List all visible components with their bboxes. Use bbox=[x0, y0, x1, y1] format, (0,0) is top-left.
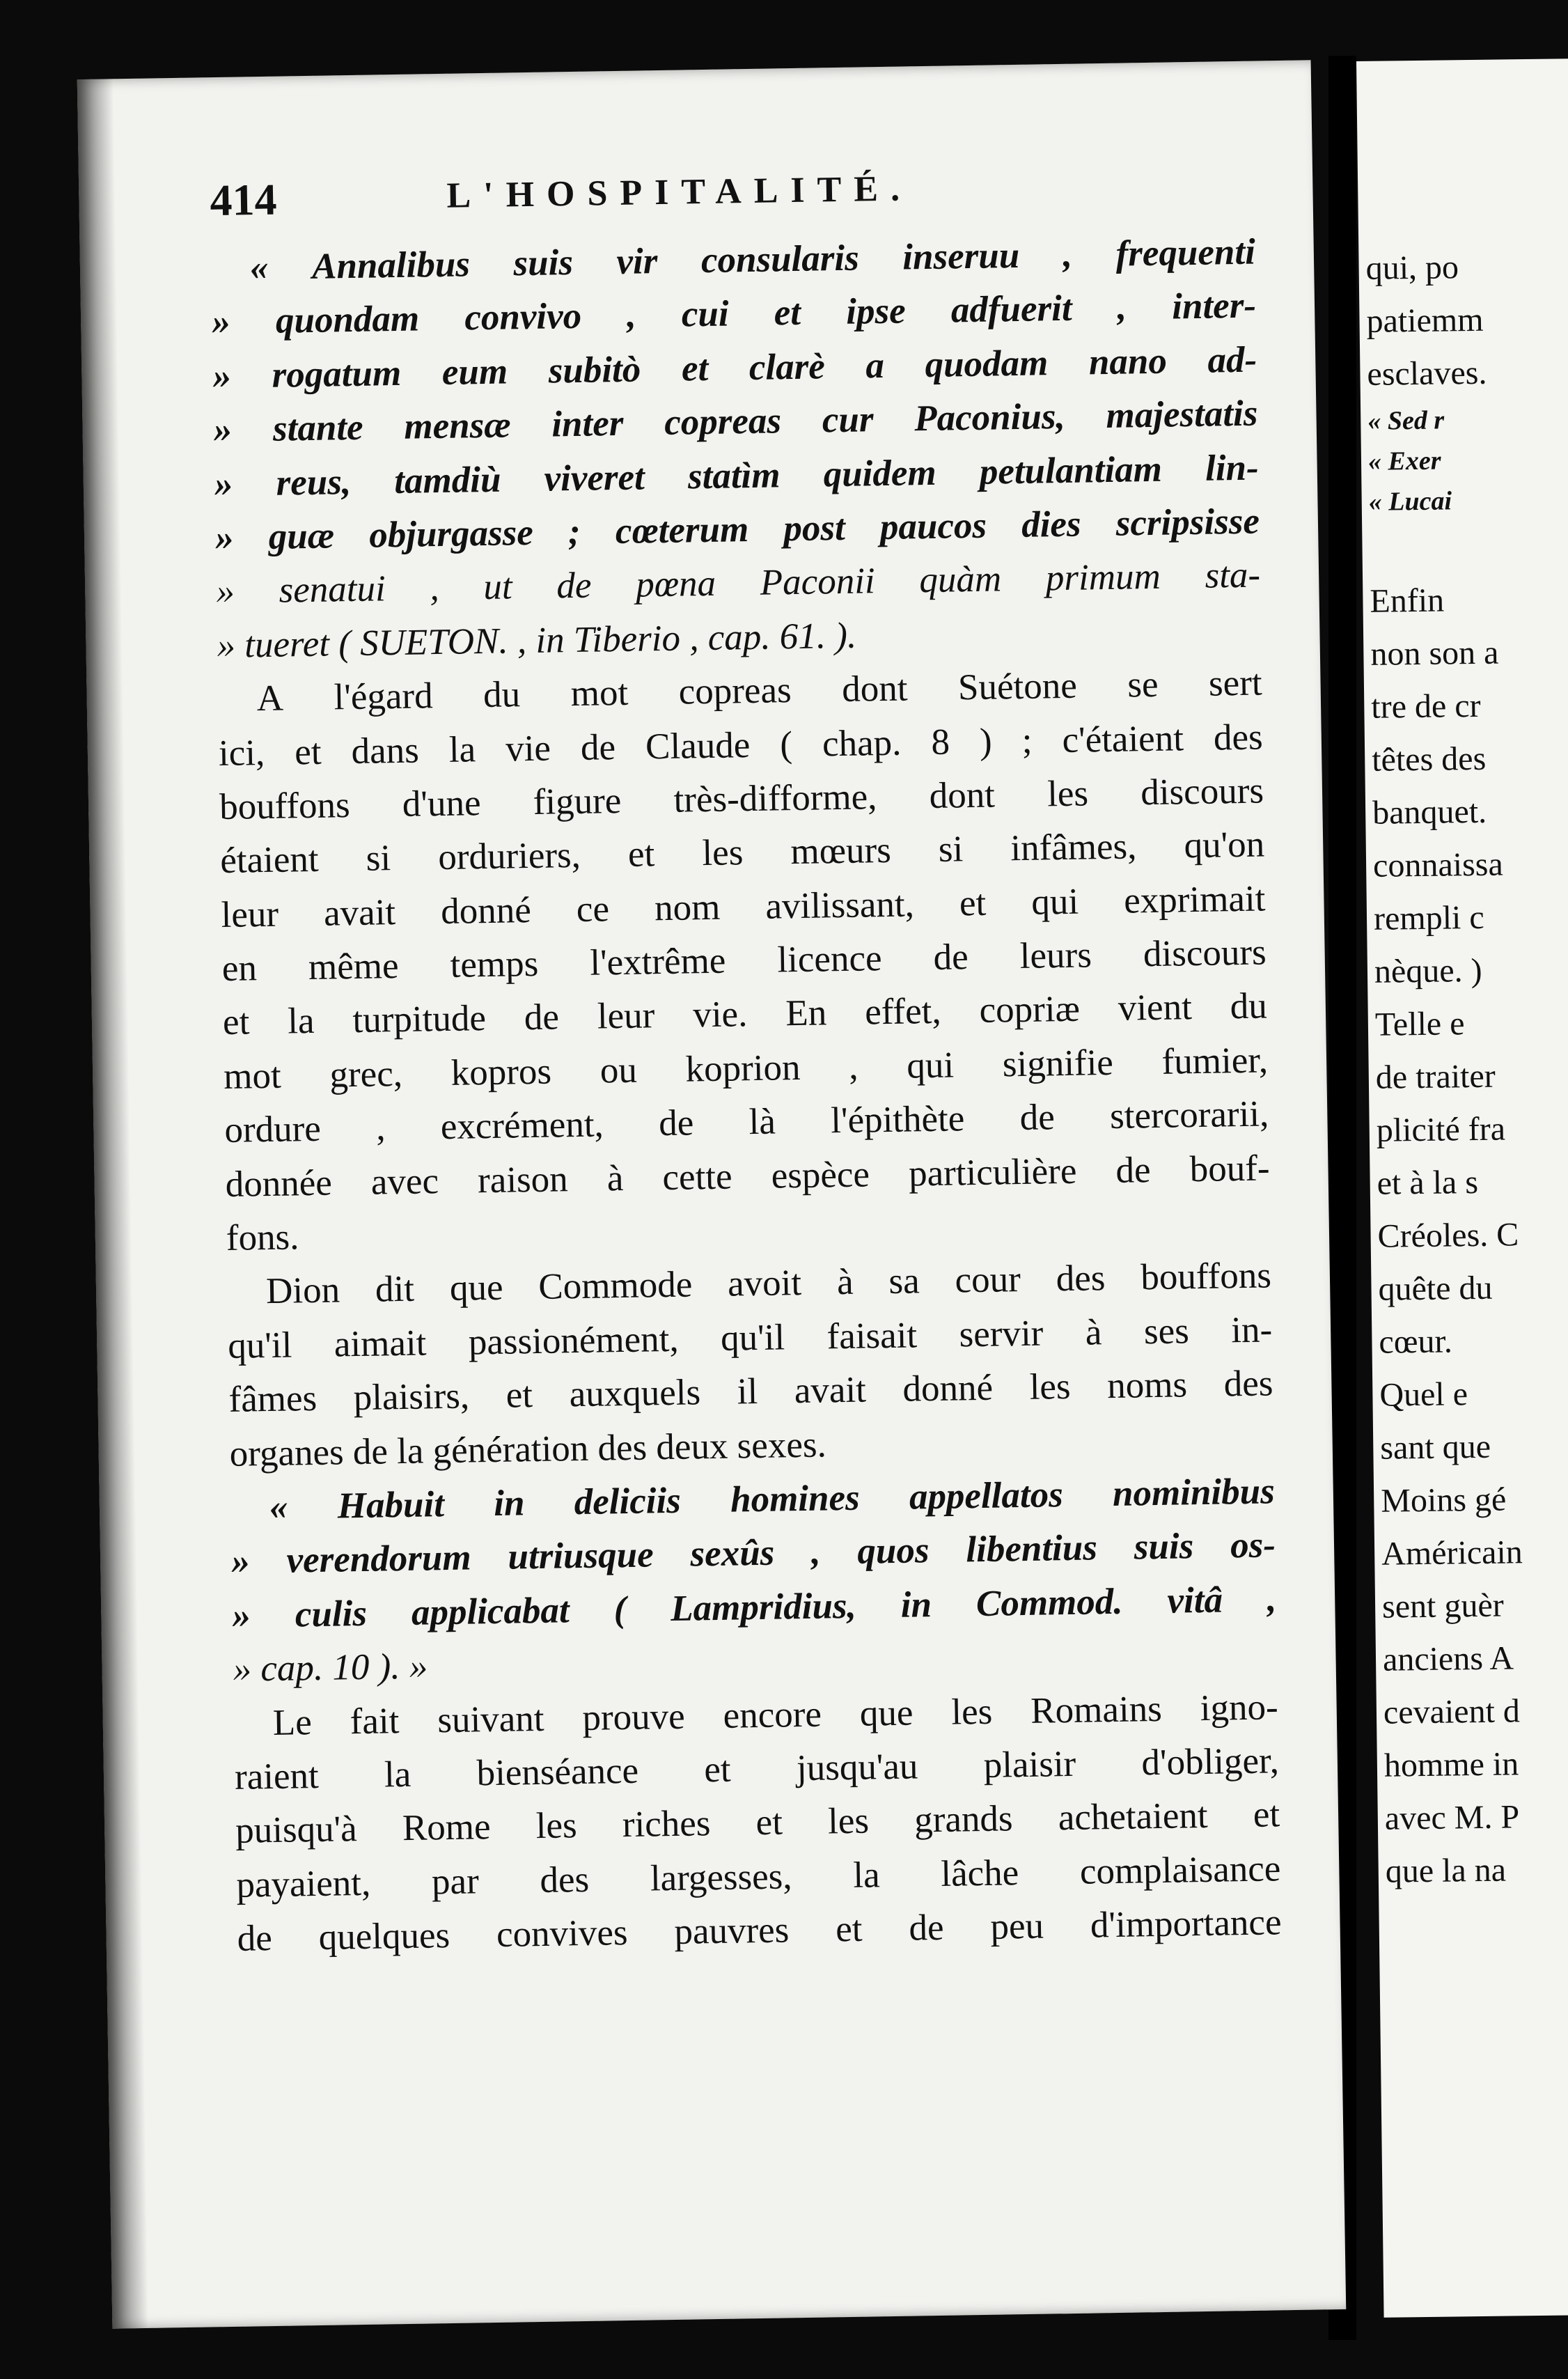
text-line: étaient si orduriers, et les mœurs si infâmes, qu'on bbox=[219, 824, 1265, 882]
text-line: patiemm bbox=[1366, 301, 1484, 340]
text-line: mot grec, kopros ou koprion , qui signifie fumier, bbox=[223, 1040, 1269, 1097]
text-line: « Habuit in deliciis homines appellatos nominibus bbox=[269, 1471, 1276, 1528]
text-line: » reus, tamdiù viveret statìm quidem petulantiam lin- bbox=[214, 447, 1260, 504]
text-line: Telle e bbox=[1374, 1005, 1465, 1043]
text-line: et à la s bbox=[1377, 1163, 1479, 1202]
text-line: que la na bbox=[1385, 1851, 1507, 1890]
text-line: Quel e bbox=[1379, 1375, 1468, 1414]
text-line: Enfin bbox=[1370, 582, 1445, 620]
text-line: « Annalibus suis vir consularis inseruu , frequenti bbox=[249, 231, 1256, 288]
left-page bbox=[77, 60, 1347, 2328]
text-line: ordure , excrément, de là l'épithète de stercorarii, bbox=[224, 1093, 1269, 1151]
text-line: Américain bbox=[1381, 1534, 1523, 1573]
text-line: nèque. ) bbox=[1374, 951, 1482, 990]
text-line: qui, po bbox=[1365, 249, 1459, 287]
running-title: L'HOSPITALITÉ. bbox=[446, 169, 913, 216]
text-line: A l'égard du mot copreas dont Suétone se sert bbox=[256, 662, 1263, 719]
text-line: têtes des bbox=[1371, 740, 1487, 779]
text-line: quête du bbox=[1378, 1269, 1493, 1308]
text-line: connaissa bbox=[1372, 845, 1504, 884]
text-line: » rogatum eum subitò et clarè a quodam nano ad- bbox=[212, 339, 1257, 396]
text-line: tre de cr bbox=[1371, 687, 1481, 726]
text-line: « Lucai bbox=[1368, 486, 1452, 517]
text-line: sent guèr bbox=[1381, 1586, 1505, 1625]
text-line: bouffons d'une figure très-difforme, dont les discours bbox=[219, 770, 1264, 827]
text-line: Le fait suivant prouve encore que les Romains igno- bbox=[272, 1686, 1279, 1743]
page-number: 414 bbox=[209, 174, 278, 226]
text-line: payaient, par des largesses, la lâche complaisance bbox=[236, 1848, 1281, 1905]
text-line: Dion dit que Commode avoit à sa cour des bouffons bbox=[265, 1255, 1272, 1312]
text-line bbox=[1369, 520, 1568, 575]
text-line: qu'il aimait passionément, qu'il faisait servir à ses in- bbox=[227, 1309, 1273, 1366]
text-line: rempli c bbox=[1373, 898, 1484, 937]
text-line: et la turpitude de leur vie. En effet, copriæ vient du bbox=[222, 985, 1268, 1043]
text-line: plicité fra bbox=[1376, 1110, 1506, 1149]
page-header bbox=[210, 159, 1234, 237]
text-line: de traiter bbox=[1375, 1057, 1496, 1096]
text-line: leur avait donné ce nom avilissant, et qui exprimait bbox=[221, 878, 1266, 935]
text-line: » culis applicabat ( Lampridius, in Commod. vitâ , bbox=[231, 1579, 1277, 1636]
text-line: Moins gé bbox=[1380, 1481, 1507, 1520]
right-page-text bbox=[1365, 240, 1568, 1898]
text-line: « Sed r bbox=[1367, 405, 1445, 436]
text-line: « Exer bbox=[1367, 446, 1441, 476]
text-line: esclaves. bbox=[1367, 354, 1487, 393]
text-line: Créoles. C bbox=[1377, 1216, 1519, 1255]
text-line: » verendorum utriusque sexûs , quos libentius suis os- bbox=[230, 1524, 1276, 1582]
text-line: » senatui , ut de pœna Paconii quàm primum sta- bbox=[215, 554, 1261, 612]
text-line: en même temps l'extrême licence de leurs discours bbox=[221, 932, 1267, 990]
text-line: » guæ objurgasse ; cœterum post paucos dies scripsisse bbox=[214, 501, 1260, 559]
text-line: fâmes plaisirs, et auxquels il avait donné les noms des bbox=[228, 1363, 1273, 1421]
text-line: » quondam convivo , cui et ipse adfuerit , inter- bbox=[211, 285, 1257, 343]
text-line: homme in bbox=[1383, 1745, 1519, 1784]
text-line: ici, et dans la vie de Claude ( chap. 8 ) ; c'étaient des bbox=[218, 717, 1264, 774]
text-line: raient la bienséance et jusqu'au plaisir d'obliger, bbox=[234, 1740, 1280, 1797]
text-line: avec M. P bbox=[1384, 1798, 1520, 1837]
text-line: » cap. 10 ). » bbox=[233, 1646, 428, 1690]
text-line: fons. bbox=[226, 1217, 299, 1258]
right-page bbox=[1356, 58, 1568, 2318]
left-page-text bbox=[210, 226, 1282, 1967]
text-line: donnée avec raison à cette espèce particulière de bouf- bbox=[225, 1148, 1270, 1205]
text-line: » stante mensæ inter copreas cur Paconius, majestatis bbox=[213, 393, 1258, 451]
text-line: cevaient d bbox=[1383, 1692, 1521, 1731]
text-line: de quelques convives pauvres et de peu d'importance bbox=[237, 1902, 1282, 1959]
text-line: sant que bbox=[1380, 1428, 1491, 1467]
text-line: anciens A bbox=[1382, 1639, 1514, 1678]
text-line: non son a bbox=[1370, 634, 1499, 673]
text-line: puisqu'à Rome les riches et les grands achetaient et bbox=[235, 1794, 1280, 1852]
text-line: banquet. bbox=[1372, 793, 1487, 832]
text-line: cœur. bbox=[1379, 1323, 1453, 1361]
text-line: organes de la génération des deux sexes. bbox=[229, 1424, 827, 1474]
text-line: » tueret ( SUETON. , in Tiberio , cap. 61. ). bbox=[217, 615, 857, 666]
